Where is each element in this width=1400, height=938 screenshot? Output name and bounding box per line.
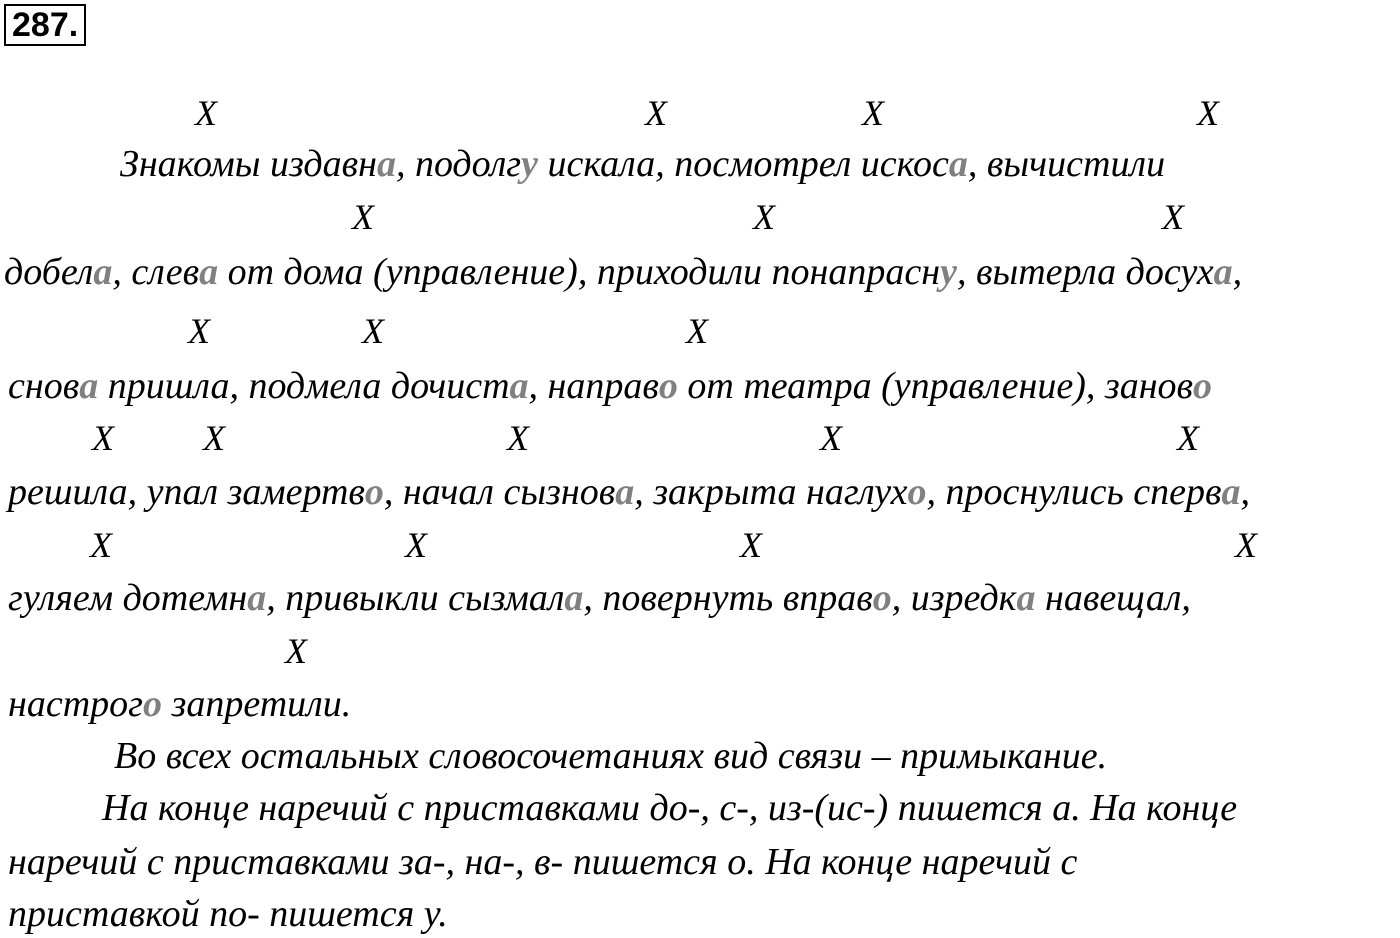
stress-mark-x: X [862, 93, 884, 133]
stress-mark-x: X [285, 631, 307, 671]
stress-mark-x: X [740, 525, 762, 565]
stress-mark-x: X [362, 311, 384, 351]
stress-mark-x: X [90, 525, 112, 565]
highlighted-ending: а [615, 471, 635, 513]
stress-mark-x: X [405, 525, 427, 565]
text-line: настрого запретили. [8, 683, 352, 725]
exercise-number: 287. [4, 4, 86, 46]
stress-mark-x: X [195, 93, 217, 133]
text-line: наречий с приставками за-, на-, в- пишется о. На конце наречий с [8, 841, 1078, 883]
highlighted-ending: а [1221, 471, 1241, 513]
text-line: Знакомы издавна, подолгу искала, посмотрел искоса, вычистили [120, 143, 1166, 185]
highlighted-ending: а [1213, 251, 1233, 293]
text-line: снова пришла, подмела дочиста, направо от театра (управление), заново [8, 365, 1213, 407]
highlighted-ending: а [93, 251, 113, 293]
highlighted-ending: о [1193, 365, 1213, 407]
stress-mark-x: X [1235, 525, 1257, 565]
stress-mark-x: X [686, 311, 708, 351]
stress-mark-x: X [820, 418, 842, 458]
highlighted-ending: а [376, 143, 396, 185]
text-line: приставкой по- пишется у. [8, 893, 448, 935]
highlighted-ending: о [872, 577, 892, 619]
stress-mark-x: X [507, 418, 529, 458]
highlighted-ending: о [143, 683, 162, 725]
highlighted-ending: у [521, 143, 538, 185]
highlighted-ending: а [199, 251, 219, 293]
stress-mark-x: X [188, 311, 210, 351]
stress-mark-x: X [645, 93, 667, 133]
stress-mark-x: X [753, 197, 775, 237]
text-line: гуляем дотемна, привыкли сызмала, повернуть вправо, изредка навещал, [8, 577, 1191, 619]
text-line: На конце наречий с приставками до-, с-, из-(ис-) пишется а. На конце [102, 787, 1238, 829]
highlighted-ending: у [940, 251, 957, 293]
highlighted-ending: а [247, 577, 267, 619]
stress-mark-x: X [203, 418, 225, 458]
highlighted-ending: а [948, 143, 968, 185]
stress-mark-x: X [1162, 197, 1184, 237]
text-line: Во всех остальных словосочетаниях вид связи – примыкание. [114, 735, 1108, 777]
highlighted-ending: а [564, 577, 584, 619]
stress-mark-x: X [1197, 93, 1219, 133]
text-line: добела, слева от дома (управление), приходили понапрасну, вытерла досуха, [4, 251, 1243, 293]
highlighted-ending: о [364, 471, 384, 513]
stress-mark-x: X [1177, 418, 1199, 458]
highlighted-ending: а [509, 365, 529, 407]
stress-mark-x: X [92, 418, 114, 458]
highlighted-ending: о [907, 471, 927, 513]
highlighted-ending: о [658, 365, 678, 407]
text-line: решила, упал замертво, начал сызнова, закрыта наглухо, проснулись сперва, [8, 471, 1250, 513]
highlighted-ending: а [79, 365, 99, 407]
highlighted-ending: а [1016, 577, 1036, 619]
stress-mark-x: X [352, 197, 374, 237]
